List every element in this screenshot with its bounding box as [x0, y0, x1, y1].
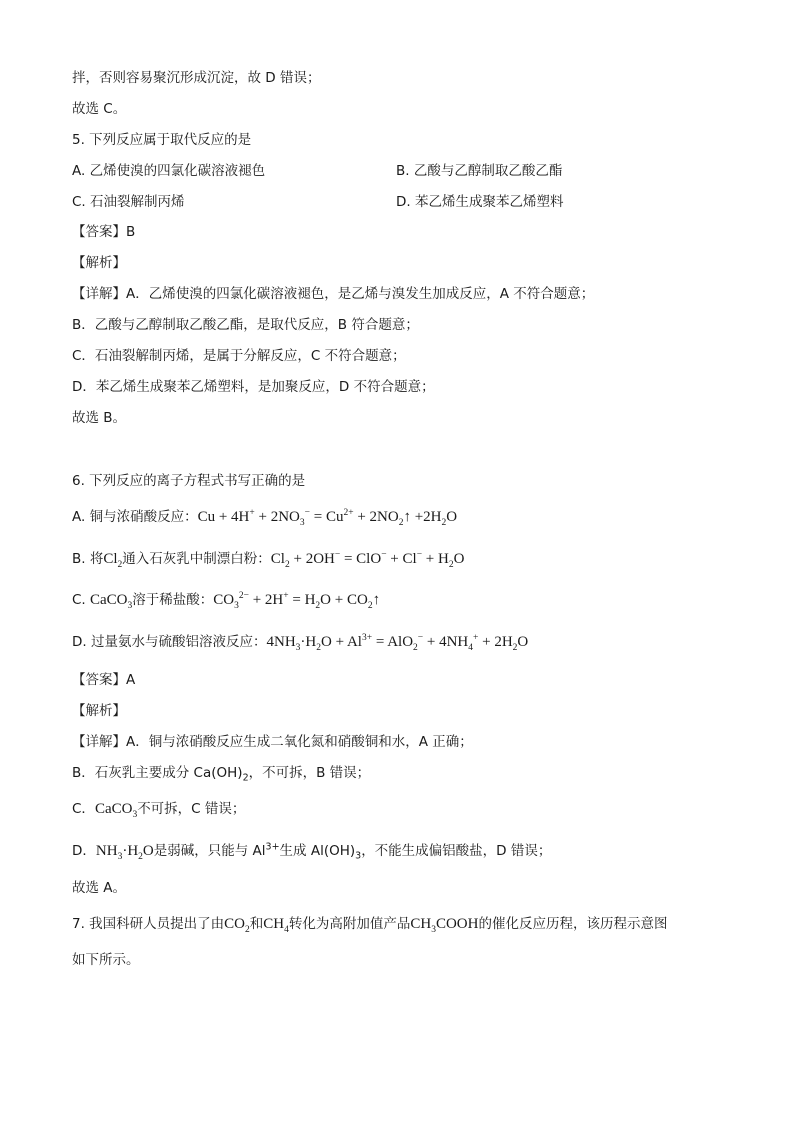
explanation-2-text-2: ，不可拆，B 错误； [248, 765, 371, 781]
explanation-3-text-2: 不可拆，C 错误； [137, 801, 246, 817]
question-6-option-d [72, 632, 528, 652]
explanation-4-text: D． [72, 843, 96, 859]
option-c-text: C. [72, 592, 91, 608]
option-d-text: D. 过量氨水与硫酸铝溶液反应： [72, 634, 267, 650]
q7-text-2: 和 [249, 916, 264, 932]
question-6-stem: 6. 下列反应的离子方程式书写正确的是 [72, 473, 306, 489]
option-b-text-2: 通入石灰乳中制漂白粉： [122, 551, 271, 567]
question-7-stem-line-1 [72, 914, 667, 934]
question-6-explanation-4: D．$NH_3\cdot H_2O$是弱碱，只能与 $Al^{3+}$生成 $Al(OH)_3$，不能生成偏铝酸盐，D 错误； [72, 841, 552, 862]
q7-text-4: 的催化反应历程，该历程示意图 [478, 916, 668, 932]
formula-caco3: CaCO$_3$ [90, 592, 133, 611]
formula-cl2: $Cl_2$ [103, 551, 123, 570]
question-6-conclusion: 故选 A。 [72, 880, 127, 896]
question-6-answer: 【答案】A [72, 672, 136, 688]
question-5-option-a: A. 乙烯使溴的四氯化碳溶液褪色 [72, 163, 266, 179]
formula-nh3h2o: $NH_3\cdot H_2O$ [95, 843, 154, 862]
explanation-2-text: B．石灰乳主要成分 Ca(OH) [72, 765, 243, 781]
formula-ch3cooh: $CH_3COOH$ [410, 916, 479, 935]
formula-ch4: $CH_4$ [263, 916, 289, 935]
question-5-conclusion: 故选 B。 [72, 410, 127, 426]
question-7-stem-line-2: 如下所示。 [72, 952, 140, 968]
explanation-4-text-3: 生成 Al(OH) [279, 843, 356, 859]
explanation-3-text: C． [72, 801, 95, 817]
question-6-option-b [72, 549, 464, 569]
equation-d: $4NH_3\cdot H_2O + Al^{3+} = AlO_2^- + 4NH_4^+ + 2H_2O$ [266, 633, 529, 653]
question-6-option-a [72, 507, 457, 527]
question-6-explanation-2: B．石灰乳主要成分 $Ca(OH)_2$，不可拆，B 错误； [72, 765, 371, 784]
question-5-analysis-label: 【解析】 [72, 255, 126, 271]
question-6-explanation-3 [72, 799, 245, 819]
equation-b: $Cl_2 + 2OH^- = ClO^- + Cl^- + H_2O$ [270, 550, 465, 570]
question-5-explanation-3: C．石油裂解制丙烯，是属于分解反应，C 不符合题意； [72, 348, 406, 364]
option-b-text: B. 将 [72, 551, 104, 567]
question-5-stem: 5. 下列反应属于取代反应的是 [72, 132, 252, 148]
question-5-explanation-1: 【详解】A．乙烯使溴的四氯化碳溶液褪色，是乙烯与溴发生加成反应，A 不符合题意； [72, 286, 595, 302]
equation-c: $CO_3^{2-} + 2H^+ = H_2O$ + $CO_2↑$ [213, 591, 381, 611]
q7-text-1: 7. 我国科研人员提出了由 [72, 916, 225, 932]
question-6-option-c [72, 590, 380, 610]
question-5-answer: 【答案】B [72, 224, 136, 240]
explanation-4-text-2: 是弱碱，只能与 Al [153, 843, 266, 859]
question-5-option-b: B. 乙酸与乙醇制取乙酸乙酯 [396, 163, 563, 179]
question-5-explanation-2: B．乙酸与乙醇制取乙酸乙酯，是取代反应，B 符合题意； [72, 317, 419, 333]
equation-a: $Cu + 4H^+ + 2NO_3^- = Cu^{2+}$ + $2NO_2↑ +2H_2O$ [197, 508, 458, 528]
formula-caco3-2: CaCO$_3$ [94, 801, 138, 820]
question-6-analysis-label: 【解析】 [72, 703, 126, 719]
q7-text-3: 转化为高附加值产品 [288, 916, 411, 932]
question-6-explanation-1: 【详解】A．铜与浓硝酸反应生成二氧化氮和硝酸铜和水，A 正确； [72, 734, 473, 750]
formula-co2: $CO_2$ [224, 916, 250, 935]
line-1: 拌，否则容易聚沉形成沉淀，故 D 错误； [72, 70, 321, 86]
explanation-4-text-4: ，不能生成偏铝酸盐，D 错误； [361, 843, 552, 859]
option-a-text: A. 铜与浓硝酸反应： [72, 509, 198, 525]
line-2: 故选 C。 [72, 101, 127, 117]
question-5-option-c: C. 石油裂解制丙烯 [72, 194, 185, 210]
question-5-explanation-4: D．苯乙烯生成聚苯乙烯塑料，是加聚反应，D 不符合题意； [72, 379, 435, 395]
option-c-text-2: 溶于稀盐酸： [132, 592, 214, 608]
question-5-option-d: D. 苯乙烯生成聚苯乙烯塑料 [396, 194, 564, 210]
